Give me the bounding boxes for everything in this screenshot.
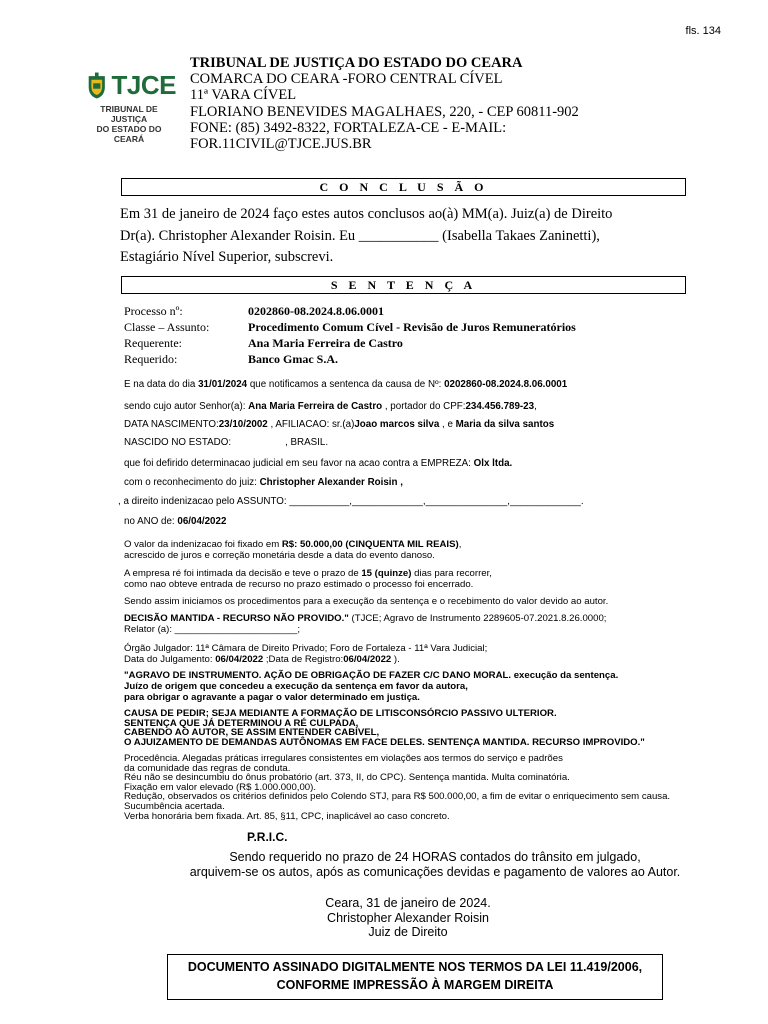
text: que foi defirido determinacao judicial em seu favor na acao contra a EMPREZA: [124,458,474,469]
date: 31/01/2024 [198,379,248,390]
notice-line: CONFORME IMPRESSÃO À MARGEM DIREITA [276,978,554,992]
body-line [124,539,461,550]
text: com o reconhecimento do juiz: [124,477,260,488]
conclusao-line: Dr(a). Christopher Alexander Roisin. Eu ___________ (Isabella Takaes Zaninetti), [120,227,600,244]
logo-subtitle-line: TRIBUNAL DE JUSTIÇA [100,104,158,124]
text: O valor da indenizacao foi fixado em [124,539,282,550]
closing-line: arquivem-se os autos, após as comunicações devidas e pagamento de valores ao Autor. [189,865,681,879]
meta-value: 0202860-08.2024.8.06.0001 [248,304,384,318]
body-line [124,437,328,448]
year-date: 06/04/2022 [177,516,227,527]
meta-row [124,303,576,319]
body-line: "AGRAVO DE INSTRUMENTO. AÇÃO DE OBRIGAÇÃO DE FAZER C/C DANO MORAL. execução da sentença. [124,670,619,681]
body-line [124,568,492,579]
body-line: Redução, observados os critérios definidos pelo Colendo STJ, para R$ 500.000,00, a fim de evitar o enriquecimento sem causa. [124,791,671,803]
father-name: Joao marcos silva [354,419,440,430]
text: no ANO de: [124,516,178,527]
digital-signature-notice [167,954,663,1000]
mother-name: Maria da silva santos [455,419,555,430]
body-line: da comunidade das regras de conduta. [124,762,291,774]
text: A empresa ré foi intimada da decisão e teve o prazo de [124,568,362,579]
text: NASCIDO NO ESTADO: [124,437,232,448]
cause-paragraph [124,709,645,747]
meta-label: Requerente: [124,336,182,350]
text: E na data do dia [124,379,199,390]
text: que notificamos a sentenca da causa de Nº: [247,379,445,390]
tjce-logo [86,70,176,144]
meta-row [124,335,576,351]
header-line: FOR.11CIVIL@TJCE.JUS.BR [190,136,372,153]
header-line: FLORIANO BENEVIDES MAGALHAES, 220, - CEP 60811-902 [190,103,579,120]
text: ;Data de Registro: [263,654,344,665]
conclusao-line: Em 31 de janeiro de 2024 faço estes autos conclusos ao(à) MM(a). Juiz(a) de Direito [120,206,613,222]
company-name: Olx ltda. [473,458,513,469]
body-line: acrescido de juros e correção monetária desde a data do evento danoso. [124,550,435,561]
header-line: 11ª VARA CÍVEL [190,87,297,104]
indemnity-paragraph [124,539,461,561]
body-line: Sucumbência acertada. [124,800,225,812]
meta-value: Ana Maria Ferreira de Castro [248,336,403,350]
body-line: SENTENÇA QUE JÁ DETERMINOU A RÉ CULPADA, [124,717,359,729]
body-line: , a direito indenizacao pelo ASSUNTO: ___________,_____________,_______________,_____________. [118,496,584,507]
meta-label: Classe – Assunto: [124,320,210,334]
conclusao-title: C O N C L U S Ã O [121,178,686,196]
judge-name: Christopher Alexander Roisin , [259,477,403,488]
decision-paragraph [124,613,606,635]
text: (TJCE; Agravo de Instrumento 2289605-07.2021.8.26.0000; [348,613,607,624]
meta-row [124,319,576,335]
court-header [190,55,579,152]
logo-subtitle-line: DO ESTADO DO CEARÁ [96,124,162,144]
text: , AFILIACAO: sr.(a) [267,419,355,430]
meta-label: Requerido: [124,352,178,366]
text: , [458,539,462,550]
closing-line: Sendo requerido no prazo de 24 HORAS contados do trânsito em julgado, [229,850,641,864]
case-number: 0202860-08.2024.8.06.0001 [444,379,568,390]
text: dias para recorrer, [411,568,492,579]
meta-value: Banco Gmac S.A. [248,352,338,366]
signature-block [308,896,508,940]
text: sendo cujo autor Senhor(a): [124,401,249,412]
deadline: 15 (quinze) [361,568,412,579]
body-line: como nao obteve entrada de recurso no prazo estimado o processo foi encerrado. [124,579,474,590]
text: , portador do CPF: [382,401,466,412]
body-line: O AJUIZAMENTO DE DEMANDAS AUTÔNOMAS EM FACE DELES. SENTENÇA MANTIDA. RECURSO IMPROVIDO." [124,736,645,748]
court-name: TRIBUNAL DE JUSTIÇA DO ESTADO DO CEARA [190,55,523,71]
case-metadata [124,303,576,367]
body-line: Procedência. Alegadas práticas irregulares consistentes em violações aos termos do serviço e padrões [124,753,563,764]
signature-name: Christopher Alexander Roisin [327,910,489,925]
coat-of-arms-icon [86,71,108,101]
meta-label: Processo nº: [124,304,183,318]
text: , BRASIL. [285,437,329,448]
body-line: CAUSA DE PEDIR; SEJA MEDIANTE A FORMAÇÃO DE LITISCONSÓRCIO PASSIVO ULTERIOR. [124,708,557,719]
logo-subtitle [86,104,172,144]
pric-label: P.R.I.C. [247,830,288,844]
date: 06/04/2022 [215,654,264,665]
body-line: Juízo de origem que concedeu a execução da sentença em favor da autora, [124,681,468,692]
body-line: sendo cujo autor Senhor(a): Ana Maria Ferreira de Castro , portador do CPF:234.456.789-23, [124,401,537,412]
page-number: fls. 134 [685,25,721,37]
signature-place-date: Ceara, 31 de janeiro de 2024. [325,896,491,910]
header-line: COMARCA DO CEARA -FORO CENTRAL CÍVEL [190,71,503,88]
quote-paragraph [124,670,618,703]
logo-brand: TJCE [111,70,176,100]
body-line [124,379,567,391]
text: DATA NASCIMENTO: [124,419,219,430]
sentenca-title: S E N T E N Ç A [121,276,686,294]
birth-date: 23/10/2002 [218,419,268,430]
text: Data do Julgamento: [124,654,216,665]
meta-value: Procedimento Comum Cível - Revisão de Juros Remuneratórios [248,320,576,334]
body-line: Fixação em valor elevado (R$ 1.000.000,00). [124,781,316,793]
body-line: Relator (a): _______________________; [124,624,301,635]
date: 06/04/2022 [343,654,392,665]
conclusao-text [120,204,685,269]
signature-role: Juiz de Direito [368,925,448,939]
text: ). [391,654,400,665]
body-line: Verba honorária bem fixada. Art. 85, §11, CPC, inaplicável ao caso concreto. [124,810,450,822]
body-line: Réu não se desincumbiu do ônus probatório (art. 373, II, do CPC). Sentença mantida. Multa cominatória. [124,772,570,784]
body-line [124,613,606,624]
body-line: CABENDO AO AUTOR, SE ASSIM ENTENDER CABÍVEL, [124,727,380,738]
body-line: Sendo assim iniciamos os procedimentos para a execução da sentença e o recebimento do valor devido ao autor. [124,596,609,607]
body-line: Órgão Julgador: 11ª Câmara de Direito Privado; Foro de Fortaleza - 11ª Vara Judicial; [124,643,488,654]
body-line [124,419,554,430]
notification-body [124,379,567,391]
notice-line: DOCUMENTO ASSINADO DIGITALMENTE NOS TERMOS DA LEI 11.419/2006, [187,960,643,974]
procedure-paragraph [124,754,670,821]
conclusao-line: Estagiário Nível Superior, subscrevi. [120,249,334,265]
deadline-paragraph [124,568,492,590]
text: , e [439,419,456,430]
amount: R$: 50.000,00 (CINQUENTA MIL REAIS) [281,539,459,550]
decision: DECISÃO MANTIDA - RECURSO NÃO PROVIDO." [124,613,349,624]
author-name: Ana Maria Ferreira de Castro [248,401,383,412]
cpf: 234.456.789-23 [465,401,535,412]
meta-row [124,351,576,367]
body-line [124,458,512,469]
header-line: FONE: (85) 3492-8322, FORTALEZA-CE - E-MAIL: [190,119,507,136]
body-line [124,654,487,665]
closing-paragraph [0,850,768,880]
judgment-paragraph [124,643,487,665]
body-line: para obrigar o agravante a pagar o valor determinado em justiça. [124,692,420,703]
body-line [124,477,403,488]
body-line [124,516,226,527]
